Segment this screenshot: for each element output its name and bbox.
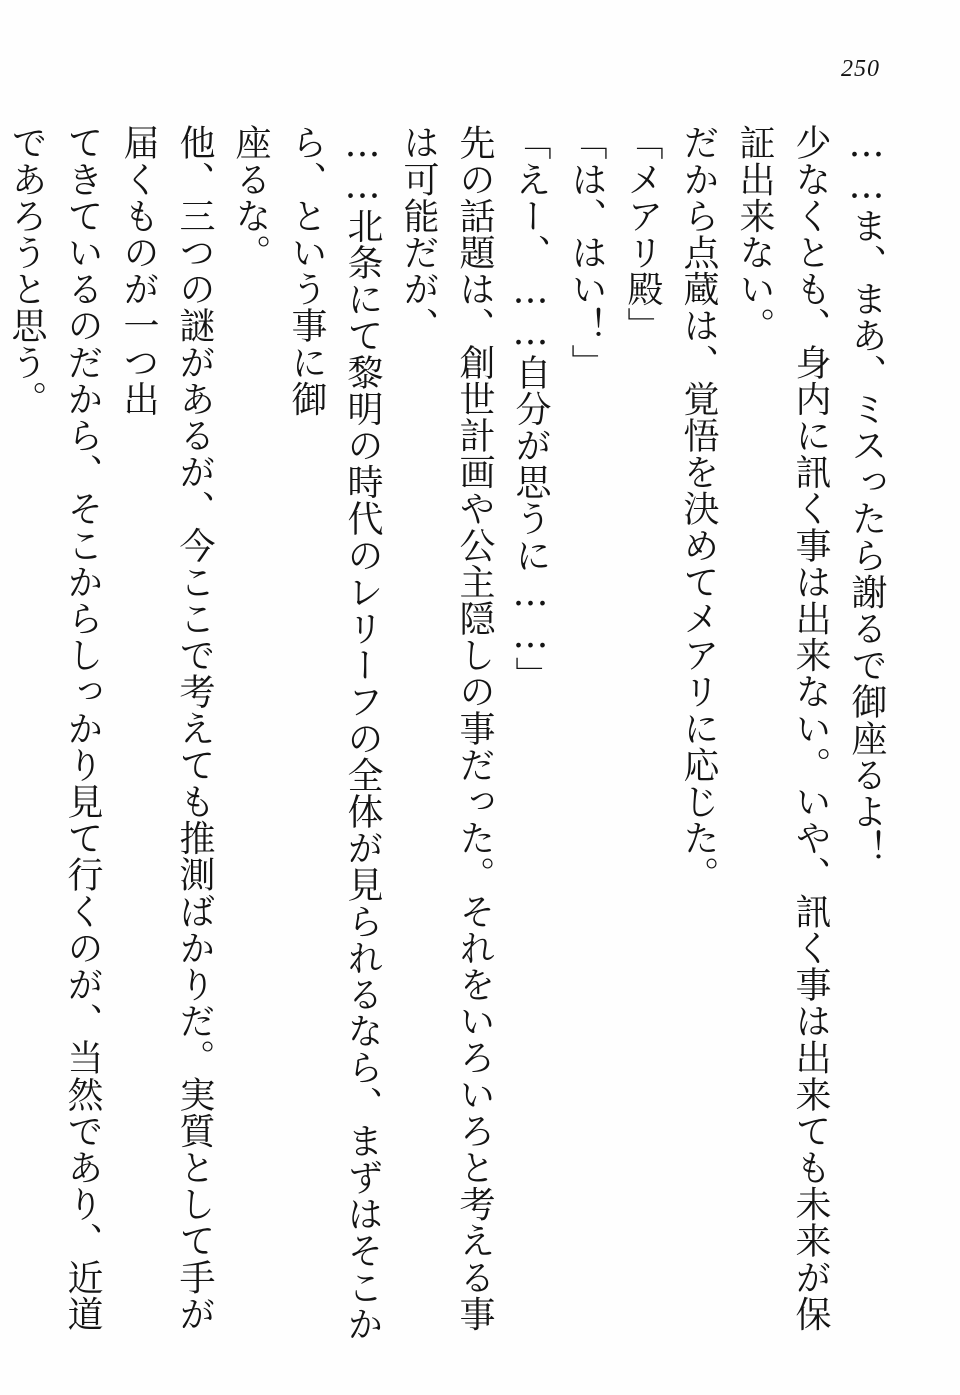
text-line-11: てきているのだから、そこからしっかり見て行くのが、当然であり、近道であろうと思う。 [6,124,103,1332]
text-line-4: 「メアリ殿」 [622,124,663,344]
text-line-1: ……ま、まあ、ミスったら謝るで御座るよ！ [846,124,887,866]
body-text [6,124,894,1354]
text-line-5: 「は、はい！」 [566,124,607,381]
text-line-7: 先の話題は、創世計画や公主隠しの事だった。それをいろいろと考える事は可能だが、 [398,124,495,1332]
text-line-9: 座るな。 [230,124,271,271]
text-line-10: 他、三つの謎があるが、今ここで考えても推測ばかりだ。実質として手が届くものが一つ出 [118,124,215,1332]
text-line-2: 少なくとも、身内に訊く事は出来ない。いや、訊く事は出来ても未来が保証出来ない。 [734,124,831,1332]
text-line-6: 「えー、……自分が思うに……」 [510,124,551,693]
page-number: 250 [841,56,880,82]
text-line-8: ……北条にて黎明の時代のレリーフの全体が見られるなら、まずはそこから、という事に御 [286,124,383,1342]
text-line-3: だから点蔵は、覚悟を決めてメアリに応じた。 [678,124,719,893]
